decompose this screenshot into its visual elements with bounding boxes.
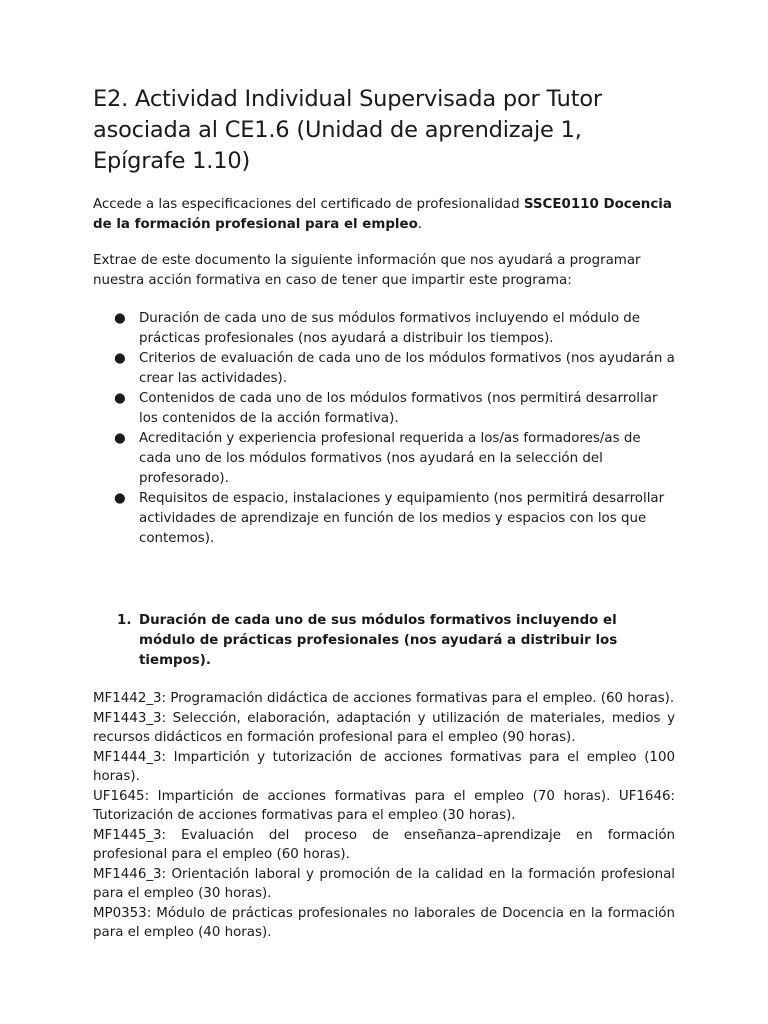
module-entry: MP0353: Módulo de prácticas profesionales no laborales de Docencia en la formación para el empleo (40 horas).: [93, 905, 675, 940]
module-entry: MF1445_3: Evaluación del proceso de enseñanza–aprendizaje en formación profesional para el empleo (60 horas).: [93, 827, 675, 862]
bullet-list: [93, 309, 675, 549]
bullet-icon: ●: [114, 351, 126, 366]
list-item-text: Duración de cada uno de sus módulos formativos incluyendo el módulo de prácticas profesionales (nos ayudará a distribuir los tiempos).: [139, 311, 641, 346]
bullet-icon: ●: [114, 391, 126, 406]
list-item: [93, 309, 675, 349]
section-heading-text: Duración de cada uno de sus módulos formativos incluyendo el módulo de prácticas profesionales (nos ayudará a distribuir los tiempos).: [139, 613, 618, 668]
intro-prefix: Accede a las especificaciones del certificado de profesionalidad: [93, 197, 524, 212]
intro-paragraph: [93, 195, 675, 235]
bullet-icon: ●: [114, 491, 126, 506]
list-item: [93, 349, 675, 389]
list-item-text: Acreditación y experiencia profesional requerida a los/as formadores/as de cada uno de los módulos formativos (nos ayudará en la selección del profesorado).: [139, 431, 641, 486]
extract-paragraph: Extrae de este documento la siguiente información que nos ayudará a programar nuestra acción formativa en caso de tener que impartir este programa:: [93, 253, 641, 288]
module-entry: MF1442_3: Programación didáctica de acciones formativas para el empleo. (60 horas).: [93, 691, 675, 706]
list-item: [93, 489, 675, 549]
list-item: [93, 429, 675, 489]
list-item-text: Requisitos de espacio, instalaciones y equipamiento (nos permitirá desarrollar actividades de aprendizaje en función de los medios y espacios con los que contemos).: [139, 491, 665, 546]
intro-suffix: .: [417, 217, 423, 232]
list-item: [93, 389, 675, 429]
list-item-text: Criterios de evaluación de cada uno de los módulos formativos (nos ayudarán a crear las actividades).: [139, 351, 675, 386]
certificate-name: SSCE0110 Docencia de la formación profesional para el empleo: [93, 197, 672, 232]
list-item-text: Contenidos de cada uno de los módulos formativos (nos permitirá desarrollar los contenidos de la acción formativa).: [139, 391, 658, 426]
module-entry: MF1444_3: Impartición y tutorización de acciones formativas para el empleo (100 horas).: [93, 749, 675, 784]
spacer: [93, 549, 675, 611]
document-page: [93, 84, 675, 943]
section-number: 1.: [117, 613, 132, 628]
bullet-icon: ●: [114, 431, 126, 446]
modules-list: [93, 689, 675, 943]
section-heading: [93, 611, 675, 671]
module-entry: MF1443_3: Selección, elaboración, adaptación y utilización de materiales, medios y recursos didácticos en formación profesional para el empleo (90 horas).: [93, 710, 675, 745]
module-entry: UF1645: Impartición de acciones formativas para el empleo (70 horas). UF1646: Tutorización de acciones formativas para el empleo (30 horas).: [93, 788, 675, 823]
module-entry: MF1446_3: Orientación laboral y promoción de la calidad en la formación profesional para el empleo (30 horas).: [93, 866, 675, 901]
bullet-icon: ●: [114, 311, 126, 326]
page-title: E2. Actividad Individual Supervisada por Tutor asociada al CE1.6 (Unidad de aprendizaje 1, Epígrafe 1.10): [93, 86, 602, 174]
